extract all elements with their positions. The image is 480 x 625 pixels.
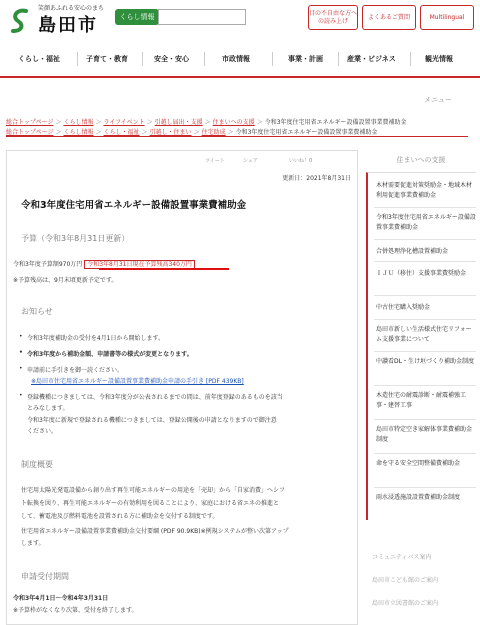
budget-line bbox=[13, 259, 195, 268]
overview-text: します。 bbox=[21, 540, 45, 547]
breadcrumb-link[interactable]: くらし・福祉 bbox=[103, 129, 140, 136]
sidebar-item[interactable]: 木材需要促進対策奨励金・地域木材利用促進事業費補助金 bbox=[376, 182, 473, 199]
breadcrumb-link[interactable]: くらし情報 bbox=[63, 129, 94, 136]
nav-item-kanko[interactable]: 観光情報 bbox=[425, 55, 453, 63]
overview-text: 住宅用太陽光発電設備から創り出す再生可能エネルギーの用途を「売却」から「自家消費」へシフ bbox=[21, 487, 286, 494]
overview-text: して、蓄電池及び燃料電池を設置される方に補助金を交付する制度です。 bbox=[21, 513, 219, 520]
period-note: ※予算枠がなくなり次第、受付を終了します。 bbox=[13, 607, 138, 614]
site-tagline: 笑顔あふれる安心のまち bbox=[38, 5, 105, 12]
sidebar-item[interactable]: 島田市新しい生活様式住宅リフォーム支援事業について bbox=[376, 326, 472, 343]
sidebar-item[interactable]: 雨水浸透施設設置費補助金制度 bbox=[376, 494, 461, 501]
breadcrumb-link[interactable]: くらし情報 bbox=[63, 119, 94, 126]
breadcrumb-divider bbox=[6, 136, 468, 137]
nav-item-shisei[interactable]: 市政情報 bbox=[222, 55, 250, 63]
notice-item: • 令和3年度補助金の受付を4月1日から開始します。 bbox=[27, 333, 164, 342]
budget-remaining: 令和3年8月31日現在予算残高340万円 bbox=[84, 260, 195, 269]
sidebar-footer-link[interactable]: コミュニティバス案内 bbox=[372, 554, 432, 561]
notice-item: • 令和3年度から補助金額、申請書等の様式が変更となります。 bbox=[27, 349, 193, 358]
budget-heading: 予算（令和3年8月31日更新） bbox=[21, 234, 130, 243]
sidebar-item[interactable]: 島田市特定空き家解体事業費補助金制度 bbox=[376, 426, 473, 443]
global-nav bbox=[0, 44, 480, 78]
site-header bbox=[0, 0, 480, 44]
sidebar-item[interactable]: ＩＪＵ（移住）支援事業費奨励金 bbox=[376, 270, 467, 277]
city-name-logo[interactable]: 島田市 bbox=[38, 15, 98, 36]
sidebar-item[interactable]: 中古住宅購入奨励金 bbox=[376, 304, 431, 311]
overview-text: ト転換を図り、再生可能エネルギーの有効利用を図ることにより、家庭における省エネの推進と bbox=[21, 500, 280, 507]
kurashi-info-button[interactable]: くらし情報 bbox=[115, 9, 159, 25]
breadcrumb-link[interactable]: 住まいへの支援 bbox=[212, 119, 255, 126]
breadcrumb-link[interactable]: 住宅助成 bbox=[201, 129, 226, 136]
sidebar-footer-link[interactable]: 島田市こども館のご案内 bbox=[372, 577, 439, 584]
sidebar-item[interactable]: 中讃看DL・生け垣づくり補助金制度 bbox=[376, 358, 474, 365]
overview-text: 住宅用省エネルギー設備設置事業費補助金交付要綱 (PDF 90.9KB)※例規システムが整い次第アップ bbox=[21, 528, 289, 535]
reader-button[interactable]: 目の不自由な方への読み上げ bbox=[308, 5, 358, 30]
breadcrumb-link[interactable]: ライフイベント bbox=[103, 119, 145, 126]
share-button[interactable]: シェア bbox=[243, 158, 258, 164]
breadcrumb: 総合トップページ ＞ くらし情報 ＞ くらし・福祉 ＞ 引越し・住まい ＞ 住宅助成 ＞ 令和3年度住宅用省エネルギー設備設置事業費補助金 bbox=[6, 129, 378, 136]
budget-note: ※予算残高は、9月末頃更新予定です。 bbox=[13, 277, 118, 284]
main-content bbox=[6, 150, 358, 625]
page-title: 令和3年度住宅用省エネルギー設備設置事業費補助金 bbox=[21, 200, 247, 211]
guide-pdf-link[interactable]: ※島田市住宅用省エネルギー設備設置事業費補助金申請の手引き [PDF 439KB] bbox=[31, 378, 244, 385]
breadcrumb-link[interactable]: 引越し・住まい bbox=[149, 129, 192, 136]
sidebar-footer-link[interactable]: 島田市立図書館のご案内 bbox=[372, 600, 439, 607]
faq-button[interactable]: よくあるご質問 bbox=[362, 5, 416, 30]
nav-item-kosodate[interactable]: 子育て・教育 bbox=[86, 55, 128, 63]
notice-text: ください。 bbox=[27, 428, 58, 435]
updated-date: 更新日：2021年8月31日 bbox=[282, 175, 351, 182]
notice-text: とみなします。 bbox=[27, 405, 69, 412]
sidebar-item[interactable]: 命を守る安全空間整備費補助金 bbox=[376, 460, 461, 467]
sidebar-item[interactable]: 木造住宅の耐震診断・耐震補強工事・建替工事 bbox=[376, 392, 467, 409]
notice-text: 令和3年度に新規で登録される機種につきましては、登録公開後の申請となりますので御注意 bbox=[27, 417, 277, 424]
breadcrumb-link[interactable]: 総合トップページ bbox=[6, 129, 54, 136]
notice-heading: お知らせ bbox=[21, 307, 53, 316]
sidebar-list bbox=[366, 172, 476, 520]
breadcrumb-current: 令和3年度住宅用省エネルギー設備設置事業費補助金 bbox=[235, 129, 378, 136]
breadcrumb-current: 令和3年度住宅用省エネルギー設備設置事業費補助金 bbox=[264, 119, 407, 126]
breadcrumb-link[interactable]: 引越し届出・支援 bbox=[154, 119, 203, 126]
language-button[interactable]: Multilingual bbox=[420, 5, 474, 30]
period-dates: 令和3年4月1日～令和4年3月31日 bbox=[13, 595, 109, 602]
city-logo-icon[interactable] bbox=[8, 7, 32, 35]
sidebar-heading: 住まいへの支援 bbox=[396, 156, 446, 164]
budget-amount: 令和3年度予算額970万円 bbox=[13, 261, 83, 268]
overview-heading: 制度概要 bbox=[21, 460, 53, 469]
nav-item-anzen[interactable]: 安全・安心 bbox=[154, 55, 189, 63]
notice-item: • 申請前に手引きを御一読ください。 bbox=[27, 365, 123, 374]
breadcrumb-link[interactable]: 総合トップページ bbox=[6, 119, 54, 126]
like-button[interactable]: いいね！0 bbox=[289, 158, 313, 164]
menu-link[interactable]: メニュー bbox=[424, 96, 452, 104]
sidebar-item[interactable]: 令和3年度住宅用省エネルギー設備設置事業費補助金 bbox=[376, 214, 476, 231]
nav-item-kurashi[interactable]: くらし・福祉 bbox=[18, 55, 60, 63]
search-input[interactable] bbox=[158, 9, 246, 25]
period-heading: 申請受付期間 bbox=[21, 572, 69, 581]
notice-item: • 登録機種につきましては、令和3年度分が公表されるまでの間は、前年度登録のあるものを該当 bbox=[27, 392, 283, 401]
highlight-underline bbox=[99, 268, 229, 270]
nav-item-jigyo[interactable]: 事業・計画 bbox=[288, 55, 323, 63]
breadcrumb: 総合トップページ ＞ くらし情報 ＞ ライフイベント ＞ 引越し届出・支援 ＞ 住まいへの支援 ＞ 令和3年度住宅用省エネルギー設備設置事業費補助金 bbox=[6, 119, 407, 126]
sidebar-item[interactable]: 合併処理浄化槽設置補助金 bbox=[376, 248, 449, 255]
tweet-button[interactable]: ツイート bbox=[205, 158, 225, 164]
nav-item-sangyo[interactable]: 産業・ビジネス bbox=[347, 55, 396, 63]
